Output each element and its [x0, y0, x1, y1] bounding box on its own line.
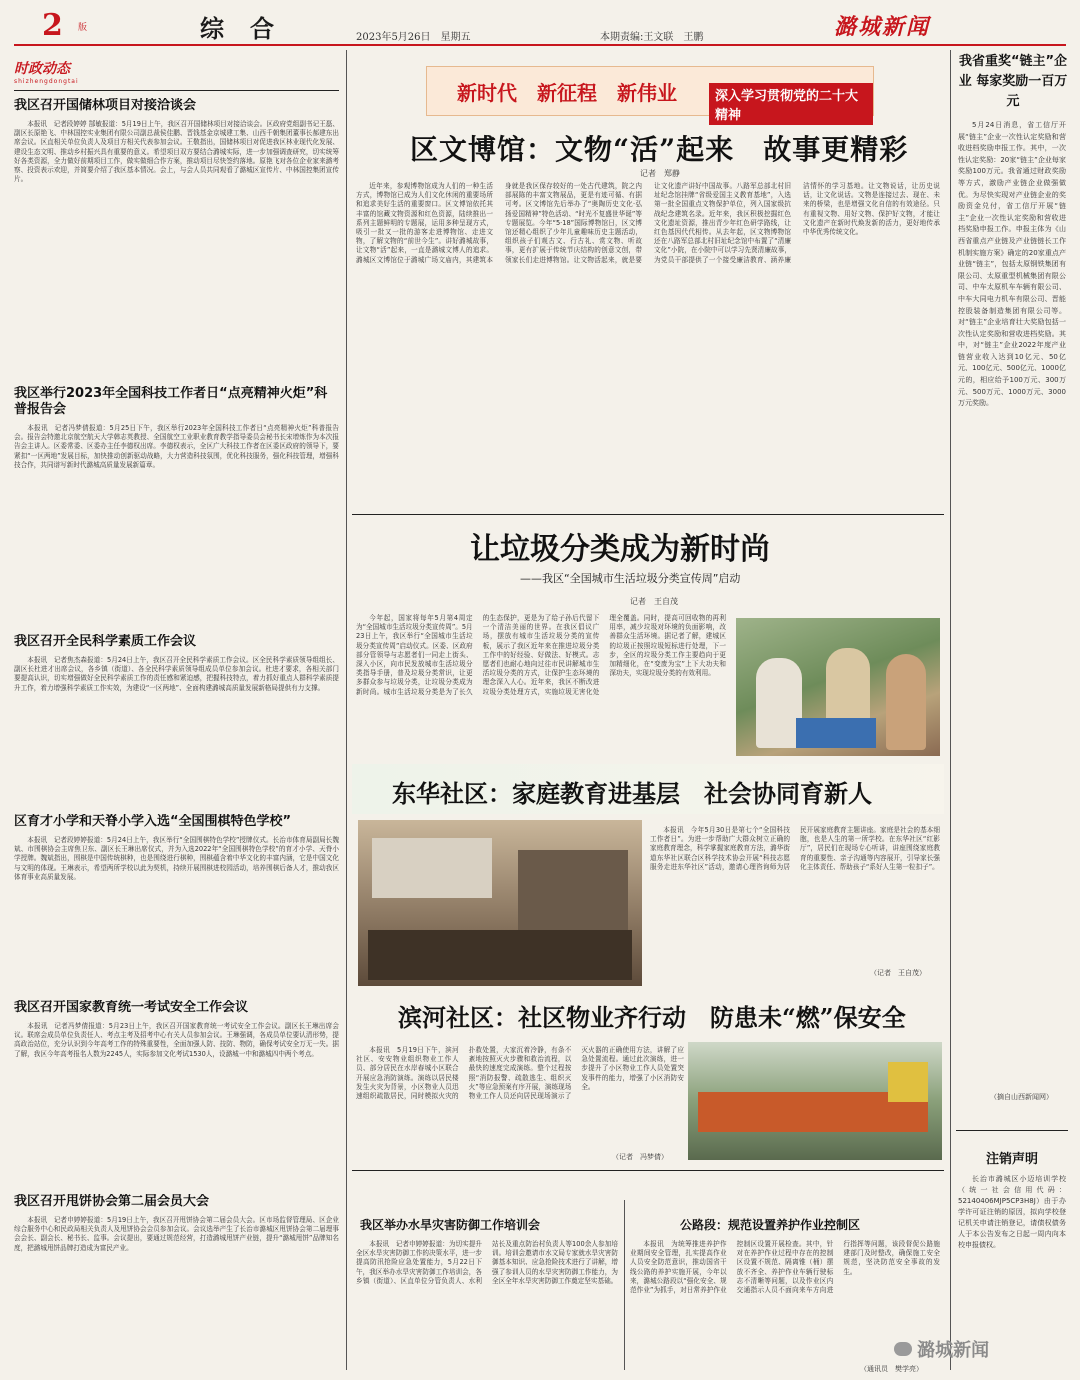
watermark-text: 潞城新闻: [917, 1340, 990, 1361]
garbage-byline: 记者 王自茂: [630, 597, 678, 606]
sidebar-source: （摘自山西新闻网）: [990, 1093, 1053, 1101]
article-body: 本报讯 记者段婷婷 郜敏报道：5月19日上午，我区召开国储林项目对接洽谈会。区政府党组副书记王磊、副区长原艳飞、中林国控实业集团有限公司副总裁侯佳鹏、晋钱基金京城建工集、山西千朝集团董事长郝建东出席会议。区直相关单位负责人及项目方相关代表参加会议。王敬指出，国储林项目对促进我区林业现代化发展、建设生态文明、推动乡村振兴具有重要的意义。希望项目双方要结合潞城实际，进一步加强调查研究，切实统筹好各类资源，全力做好前期项目工作，做实做细合作方案，推动项目尽快签约落地。原艳飞对各位企业家来潞考察、投资表示欢迎，并简要介绍了我区基本情况。会上，与会人员共同观看了潞城区宣传片、中林国控集团宣传片。: [14, 120, 339, 184]
article-body: 本报讯 记者冯梦倩报道：5月25日下午，我区举行2023年全国科技工作者日“点亮精神火炬”科普报告会。报告会特邀北京航空航天大学韩志英教授、全国航空工业职业教育教学指导委员会秘书长宋增炼作为本次报告会主讲人。区委常委、区委办主任李德权出席。李德权表示，全区广大科技工作者在区委区政府的领导下，要紧扣“一区两地”发展目标，加快推动创新驱动战略，大力营造科技氛围，优化科技服务，强化科技管理，增强科技合作，共同谱写新时代潞城高质量发展新篇章。: [14, 424, 339, 469]
binhe-header: [352, 994, 944, 1034]
article-body: 本报讯 记者冯梦倩报道：5月23日上午，我区召开国家教育统一考试安全工作会议。副区长王琳出席会议。联席会成员单位负责任人、考点主考及招考中心有关人员参加会议。王琳强调，各成员单位要认清形势，提高政治站位，充分认识到今年高考工作的特殊重要性，全面加强人防、技防、物防，确保考试安全万无一失。据了解，我区今年高考报名人数为2245人，实际参加文化考试1530人，设潞城一中和潞城四中两个考点。: [14, 1022, 339, 1058]
donghua-header: [352, 764, 944, 814]
highway-byline: （通讯员 樊学亮）: [860, 1365, 923, 1373]
article-body: 本报讯 记者申婷婷报道：5月19日上午，我区召开甩饼协会第二届会员大会。区市场监督管理局、区企业综合服务中心和民政局相关负责人及甩饼协会会员参加会议。会议选举产生了长治市潞城区甩饼协会第二届理事会会长、副会长、秘书长、监事。会议提出，要通过规范经营，打造潞城甩饼产业链，提升“潞城甩饼”品牌知名度，把潞城甩饼品牌打造成为富民产业。: [14, 1216, 339, 1252]
header-rule: [14, 44, 1066, 46]
museum-byline: 记者 郑静: [640, 169, 680, 178]
donghua-byline: （记者 王自茂）: [870, 969, 926, 977]
binhe-byline: （记者 冯梦倩）: [612, 1153, 668, 1161]
section-rule: [352, 514, 944, 515]
section-title: 综合: [200, 14, 300, 43]
garbage-photo: [736, 618, 940, 756]
column-divider: [624, 1200, 625, 1370]
article-title: 我区召开全民科学素质工作会议: [14, 634, 197, 649]
article-kexuesuzhi: [14, 634, 339, 814]
notice-text: 长治市潞城区小迈培训学校（统一社会信用代码：52140406MJP5CP3H8J）由于办学许可证注销的原因，拟向学校登记机关申请注销登记，请债权债务人于本公告发布之日起一周内向本校申报债权。: [958, 1175, 1066, 1249]
sidebar-body: [958, 120, 1066, 1080]
watermark: [894, 1336, 989, 1362]
donghua-text: 本报讯 今年5月30日是第七个“全国科技工作者日”。为进一步帮助广大群众树立正确的家庭教育理念，科学掌握家庭教育方法，潞华街道东华社区联合区科学技术协会开展“科技志愿服务走进东华社区”活动，邀请心理咨询师为居民开展家庭教育主题讲座。家庭是社会的基本细胞，也是人生的第一所学校。在东华社区“红影厅”，居民们在现场专心听讲，讲座围绕家庭教育的重要性、亲子沟通等内容展开，引导家长强化主体责任、帮助孩子“系好人生第一粒扣子”。: [650, 826, 940, 871]
page-number: 2: [42, 8, 63, 43]
garbage-body: [356, 614, 726, 756]
binhe-photo: [688, 1042, 942, 1160]
left-articles: [14, 98, 339, 1364]
museum-text: 近年来，参观博物馆成为人们的一种生活方式，博物馆已成为人们文化休闲的重要场所和追求美好生活的重要窗口。区文博馆依托其丰富的馆藏文物资源和红色资源，陆续推出一系列主题鲜明的专题展，运用多种呈现方式，吸引一批又一批的游客走进博物馆、走进文物，了解文物的“前世今生”。讲好潞城故事，让文物“活”起来，一直是潞城文博人的追求。潞城区文博馆位于潞城广场文庙内，其建筑本身就是我区保存较好的一处古代建筑，院之内部展陈的丰富文物展品，更是有迹可循、有据可考。区文博馆先后举办了“奥陶历史文化·弘扬爱国精神”特色活动、“时光不复盛世华诞”等专题展览。今年“5·18”国际博物馆日，区文博馆还精心组织了少年儿童趣味历史主题活动，组织孩子们观古文、行古礼、赏文物、听故事，更有扩展于传统节庆结构的创意文创，带领家长们走进博物馆。让文物活起来，就是要让文化遗产讲好中国故事。八路军总部北村旧址纪念馆挂牌“省级爱国主义教育基地”，入选第一批全国重点文物保护单位，列入国家级抗战纪念建筑名录。近年来，我区积极挖掘红色文化遗址资源，推出青少年红色研学路线，让红色基因代代相传。从去年起，区文物博物馆还在八路军总部北村旧址纪念馆中布置了“清廉文化”小院，在小院中可以学习先贤清廉故事，为党员干部提供了一个接受廉洁教育、涵养廉洁情怀的学习基地。让文物说话，让历史说话，让文化说话。文物是连接过去、现在、未来的桥梁，也是增强文化自信的有效途径。只有重视文物、用好文物、保护好文物，才能让文化遗产在新时代焕发新的活力，更好地传承中华优秀传统文化。: [356, 182, 940, 264]
article-body: 本报讯 记者段婷婷报道：5月24日上午，我区举行“全国围棋特色学校”授牌仪式。长治市体育局副局长魏斌、市围棋协会主席焦卫东、副区长王琳出席仪式，并为入选2022年“全国围棋特色学校”的育才小学、天脊小学授牌。魏斌指出，围棋是中国传统棋种，也是围绕进行棋种，围棋蕴含着中华文化的丰富内涵，它是中国文化与文明的体现。王琳表示，希望两所学校以此为契机，持续开展围棋进校园活动，培养围棋后备人才，推动我区体育事业高质量发展。: [14, 836, 339, 881]
article-weiqi: [14, 814, 339, 1000]
issue-date: 2023年5月26日 星期五: [356, 32, 471, 43]
article-title: 区育才小学和天脊小学入选“全国围棋特色学校”: [14, 814, 292, 829]
theme-banner: [426, 66, 874, 123]
column-divider: [950, 50, 951, 1370]
column-label-rule: [14, 90, 339, 91]
sidebar-rule: [956, 1130, 1068, 1131]
column-divider: [346, 50, 347, 1370]
donghua-photo: [358, 820, 642, 986]
article-body: 本报讯 记者焦杰森报道：5月24日上午，我区召开全民科学素质工作会议。区全民科学素质领导组组长、副区长杜进才出席会议，各乡镇（街道）、各全民科学素质领导组成员单位参加会议。杜进才要求，各相关部门要提高认识，切实增强做好全民科学素质工作的责任感和紧迫感，把握科技特点，着力抓好重点人群科学素质提升工作，着力增强科学素质工作实效，为建设“一区两地”、全面构建潞城高质量发展新格局提供有力支撑。: [14, 656, 339, 692]
section-rule: [352, 1170, 944, 1171]
wechat-icon: [894, 1342, 912, 1356]
donghua-body: [650, 826, 940, 964]
newspaper-logo: 潞城新闻: [834, 14, 931, 40]
donghua-title: 东华社区：家庭教育进基层 社会协同育新人: [392, 779, 872, 808]
binhe-body: [356, 1046, 684, 1164]
column-label-cn: 时政动态: [14, 61, 70, 77]
museum-body: [356, 182, 940, 508]
garbage-title: 让垃圾分类成为新时尚: [470, 532, 770, 567]
sidebar-text: 5月24日消息，省工信厅开展“链主”企业一次性认定奖励和营收进档奖励申报工作。其中，一次性认定奖励：20家“链主”企业每家奖励100万元。我省通过财政奖励等方式，激励产业链企业做强做优。为尽快实现对产业链企业的奖励资金兑付，省工信厅开展“链主”企业一次性认定奖励和营收进档奖励申报工作。申报主体为《山西省重点产业链及产业链链长工作机制实施方案》确定的20家重点产业链“链主”，包括太原钢铁集团有限公司、太原重型机械集团有限公司、中车太原机车车辆有限公司、中车大同电力机车有限公司、晋能控股装备制造集团有限公司等。对“链主”企业培育壮大奖励包括一次性认定奖励和营收进档奖励。其中，对“链主”企业2022年度产业链营业收入达到10亿元、50亿元、100亿元、500亿元、1000亿元的，相应给予100万元、300万元、500万元、1000万元、3000万元奖励。: [958, 121, 1066, 408]
garbage-text: 今年起，国家将每年5月第4周定为“全国城市生活垃圾分类宣传周”。5月23日上午，我区举行“全国城市生活垃圾分类宣传周”启动仪式。区委、区政府部分管领导与志愿者们一同走上街头、深入小区，向市民发放城市生活垃圾分类指导手册，普及垃圾分类常识，让更多群众参与垃圾分类，让垃圾分类成为新时尚。城市生活垃圾分类是为了长久的生态保护，更是为了给子孙后代留下一个清洁美丽的世界。在我区倡议广场，摆放有城市生活垃圾分类的宣传板，展示了我区近年来在推进垃圾分类工作中的好经验、好做法、好模式。志愿者们也耐心地向过往市民讲解城市生活垃圾分类的方式，让保护生态环境的理念深入人心。近年来，我区不断改进垃圾分类处理方式，实施垃圾无害化处理全覆盖。同时，提高可回收物的再利用率，减少垃圾对环境的负面影响，改善群众生活环境。据记者了解，建城区的垃圾正按照垃圾短标进行处理，下一步，全区的垃圾分类工作主要趋向于更加精细化，在“变废为宝”上下大功夫和深功夫，实现垃圾分类的有效利用。: [356, 614, 726, 696]
binhe-title: 滨河社区：社区物业齐行动 防患未“燃”保安全: [398, 1003, 906, 1032]
article-title: 我区召开国储林项目对接洽谈会: [14, 98, 197, 113]
page-suffix: 版: [78, 23, 88, 33]
article-kaoshi: [14, 1000, 339, 1194]
notice-body: [958, 1174, 1066, 1334]
flood-title: 我区举办水旱灾害防御工作培训会: [360, 1218, 541, 1232]
sidebar-title: 我省重奖“链主”企业 每家奖励一百万元: [958, 54, 1068, 109]
highway-title: 公路段：规范设置养护作业控制区: [680, 1218, 861, 1232]
museum-title: 区文博馆：文物“活”起来 故事更精彩: [410, 133, 909, 166]
article-kepu: [14, 386, 339, 634]
flood-body: [356, 1240, 618, 1370]
highway-text: 本报讯 为统筹推进养护作业期间安全管理，扎实提高作业人员安全防范意识，推动国省干线公路的养护实施开展，今年以来，潞城公路段以“强化安全、规范作业”为抓手，对日常养护作业控制区设置开展检查。其中，针对在养护作业过程中存在的控制区设置不规范、隔离锥（桶）摆放不齐全、养护作业车辆行驶标志不清晰等问题，以及作业区内交通指示人员不面向来车方向进行指挥等问题，该段督促公路施建部门及时整改，确保施工安全规范，坚决防范安全事故的发生。: [630, 1240, 940, 1295]
article-shuaibing: [14, 1194, 339, 1364]
article-guochulin: [14, 98, 339, 386]
garbage-subtitle: ——我区“全国城市生活垃圾分类宣传周”启动: [520, 572, 741, 585]
banner-slogan: 新时代 新征程 新伟业: [457, 81, 677, 105]
article-title: 我区举行2023年全国科技工作者日“点亮精神火炬”科普报告会: [14, 386, 328, 417]
flood-text: 本报讯 记者申婷婷报道：为切实提升全区水旱灾害防御工作的决策水平，进一步提高防汛抢险应急处置能力，5月22日下午，我区举办水旱灾害防御工作培训会，各乡镇（街道）、区直单位分管负责人、水利站长及重点防治村负责人等100余人参加培训。培训会邀请市水文局专家就水旱灾害防御基本知识、应急抢险技术进行了讲解，增强了参训人员的水旱灾害防御工作能力，为全区全年水旱灾害防御工作奠定坚实基础。: [356, 1240, 618, 1285]
notice-title: 注销声明: [985, 1152, 1038, 1167]
banner-theme: 深入学习贯彻党的二十大精神: [709, 83, 873, 125]
column-label-pinyin: shizhengdongtai: [14, 78, 79, 85]
column-label: [14, 58, 79, 85]
article-title: 我区召开国家教育统一考试安全工作会议: [14, 1000, 249, 1015]
article-title: 我区召开甩饼协会第二届会员大会: [14, 1194, 210, 1209]
binhe-text: 本报讯 5月19日下午，滨河社区、安安物业组织物业工作人员、部分居民在水岸春城小区联合开展应急消防演练。演练以居民楼发生火灾为背景，小区物业人员迅速组织疏散居民，同时模拟火灾的扑救处置，大家沉着冷静，有条不紊地按照灭火步骤和救治流程，以最快的速度完成演练。整个过程按照“消防报警、疏散逃生、组织灭火”等应急预案有序开展，演练现场物业工作人员还向居民现场演示了灭火器的正确使用方法，讲解了应急处置流程。通过此次演练，进一步提升了小区物业工作人员处置突发事件的能力，增强了小区消防安全。: [356, 1046, 684, 1101]
editor-credit: 本期责编:王文联 王鹏: [600, 32, 704, 43]
